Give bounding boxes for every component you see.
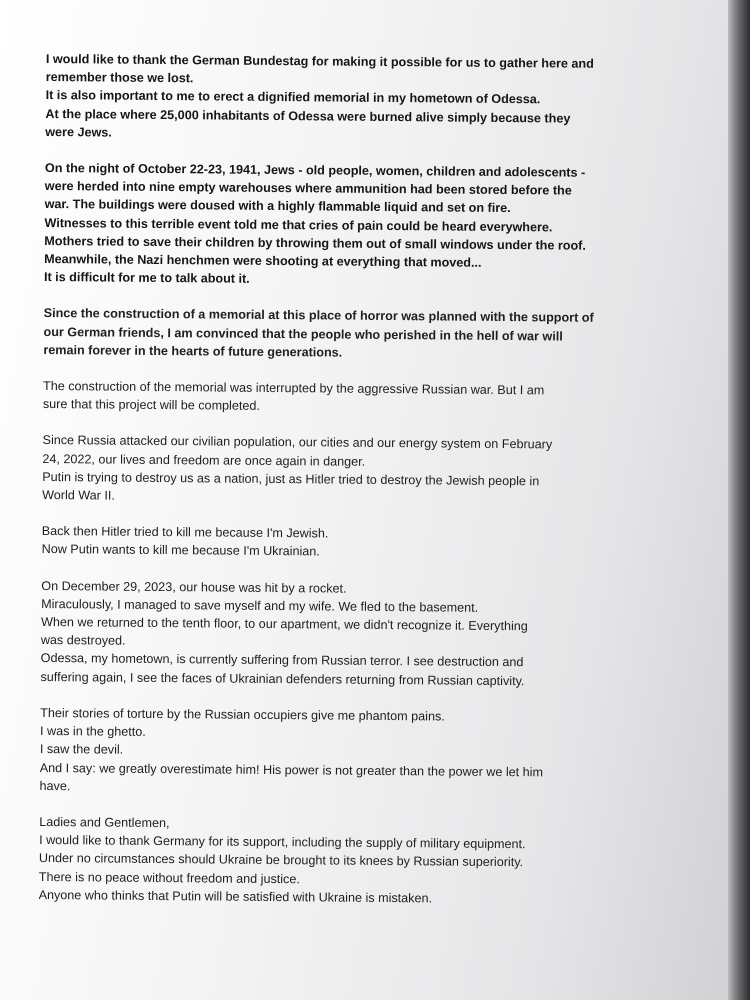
paragraph-rocket <box>40 577 721 692</box>
paragraph-october-1941 <box>44 159 725 292</box>
text-line: Odessa, my hometown, is currently suffering from Russian terror. I see destruction and <box>40 651 524 670</box>
text-line: war. The buildings were doused with a highly flammable liquid and set on fire. <box>44 197 511 216</box>
text-line: At the place where 25,000 inhabitants of Odessa were burned alive simply because they <box>45 106 571 126</box>
text-line: There is no peace without freedom and justice. <box>38 869 300 886</box>
paragraph-memorial-plan <box>43 304 723 365</box>
document-page <box>38 50 726 928</box>
text-line: I would like to thank Germany for its support, including the supply of military equipment. <box>39 833 526 852</box>
text-line: It is difficult for me to talk about it. <box>43 270 250 287</box>
text-line: 24, 2022, our lives and freedom are once again in danger. <box>42 451 366 469</box>
text-line: Ladies and Gentlemen, <box>39 814 170 831</box>
text-line: our German friends, I am convinced that the people who perished in the hell of war will <box>43 324 563 344</box>
text-line: World War II. <box>42 488 115 503</box>
text-line: Since the construction of a memorial at this place of horror was planned with the support of <box>43 306 594 326</box>
text-line: Their stories of torture by the Russian occupiers give me phantom pains. <box>40 705 445 724</box>
text-line: Since Russia attacked our civilian population, our cities and our energy system on February <box>42 433 553 452</box>
text-line: Back then Hitler tried to kill me because I'm Jewish. <box>41 524 329 541</box>
text-line: I would like to thank the German Bundestag for making it possible for us to gather here and <box>45 51 594 71</box>
text-line: And I say: we greatly overestimate him! His power is not greater than the power we let him <box>39 760 544 779</box>
text-line: When we returned to the tenth floor, to our apartment, we didn't recognize it. Everything <box>40 615 528 634</box>
text-line: Now Putin wants to kill me because I'm Ukrainian. <box>41 542 320 559</box>
text-line: It is also important to me to erect a dignified memorial in my hometown of Odessa. <box>45 88 541 107</box>
paragraph-hitler-putin <box>42 522 722 564</box>
text-line: were herded into nine empty warehouses where ammunition had been stored before the <box>44 179 572 198</box>
text-line: remain forever in the hearts of future generations. <box>43 342 343 360</box>
text-line: The construction of the memorial was interrupted by the aggressive Russian war. But I am <box>43 379 545 398</box>
text-line: Miraculously, I managed to save myself and my wife. We fled to the basement. <box>41 596 479 615</box>
text-line: I saw the devil. <box>39 742 124 757</box>
text-line: suffering again, I see the faces of Ukrainian defenders returning from Russian captivity. <box>40 669 525 688</box>
paragraph-torture <box>39 704 720 801</box>
text-line: Meanwhile, the Nazi henchmen were shooting at everything that moved... <box>44 252 482 270</box>
text-line: sure that this project will be completed. <box>42 397 260 414</box>
text-line: Under no circumstances should Ukraine be brought to its knees by Russian superiority. <box>38 851 524 870</box>
text-line: Witnesses to this terrible event told me that cries of pain could be heard everywhere. <box>44 215 553 235</box>
monitor-bezel <box>728 0 750 1000</box>
text-line: have. <box>39 778 71 793</box>
text-line: Anyone who thinks that Putin will be satisfied with Ukraine is mistaken. <box>38 887 433 906</box>
paragraph-russia-attack <box>42 431 723 510</box>
text-line: On December 29, 2023, our house was hit by a rocket. <box>41 578 347 596</box>
text-line: On the night of October 22-23, 1941, Jews - old people, women, children and adolescents - <box>44 161 586 180</box>
paragraph-closing <box>39 813 720 910</box>
text-line: remember those we lost. <box>45 70 194 86</box>
text-line: Mothers tried to save their children by throwing them out of small windows under the roof. <box>44 233 586 253</box>
text-line: was destroyed. <box>40 633 126 648</box>
text-line: I was in the ghetto. <box>39 724 146 739</box>
paragraph-memorial-interrupted <box>43 377 723 419</box>
text-line: were Jews. <box>45 124 112 140</box>
text-line: Putin is trying to destroy us as a nation, just as Hitler tried to destroy the Jewish people in <box>42 469 540 489</box>
paragraph-thanks <box>45 50 726 147</box>
